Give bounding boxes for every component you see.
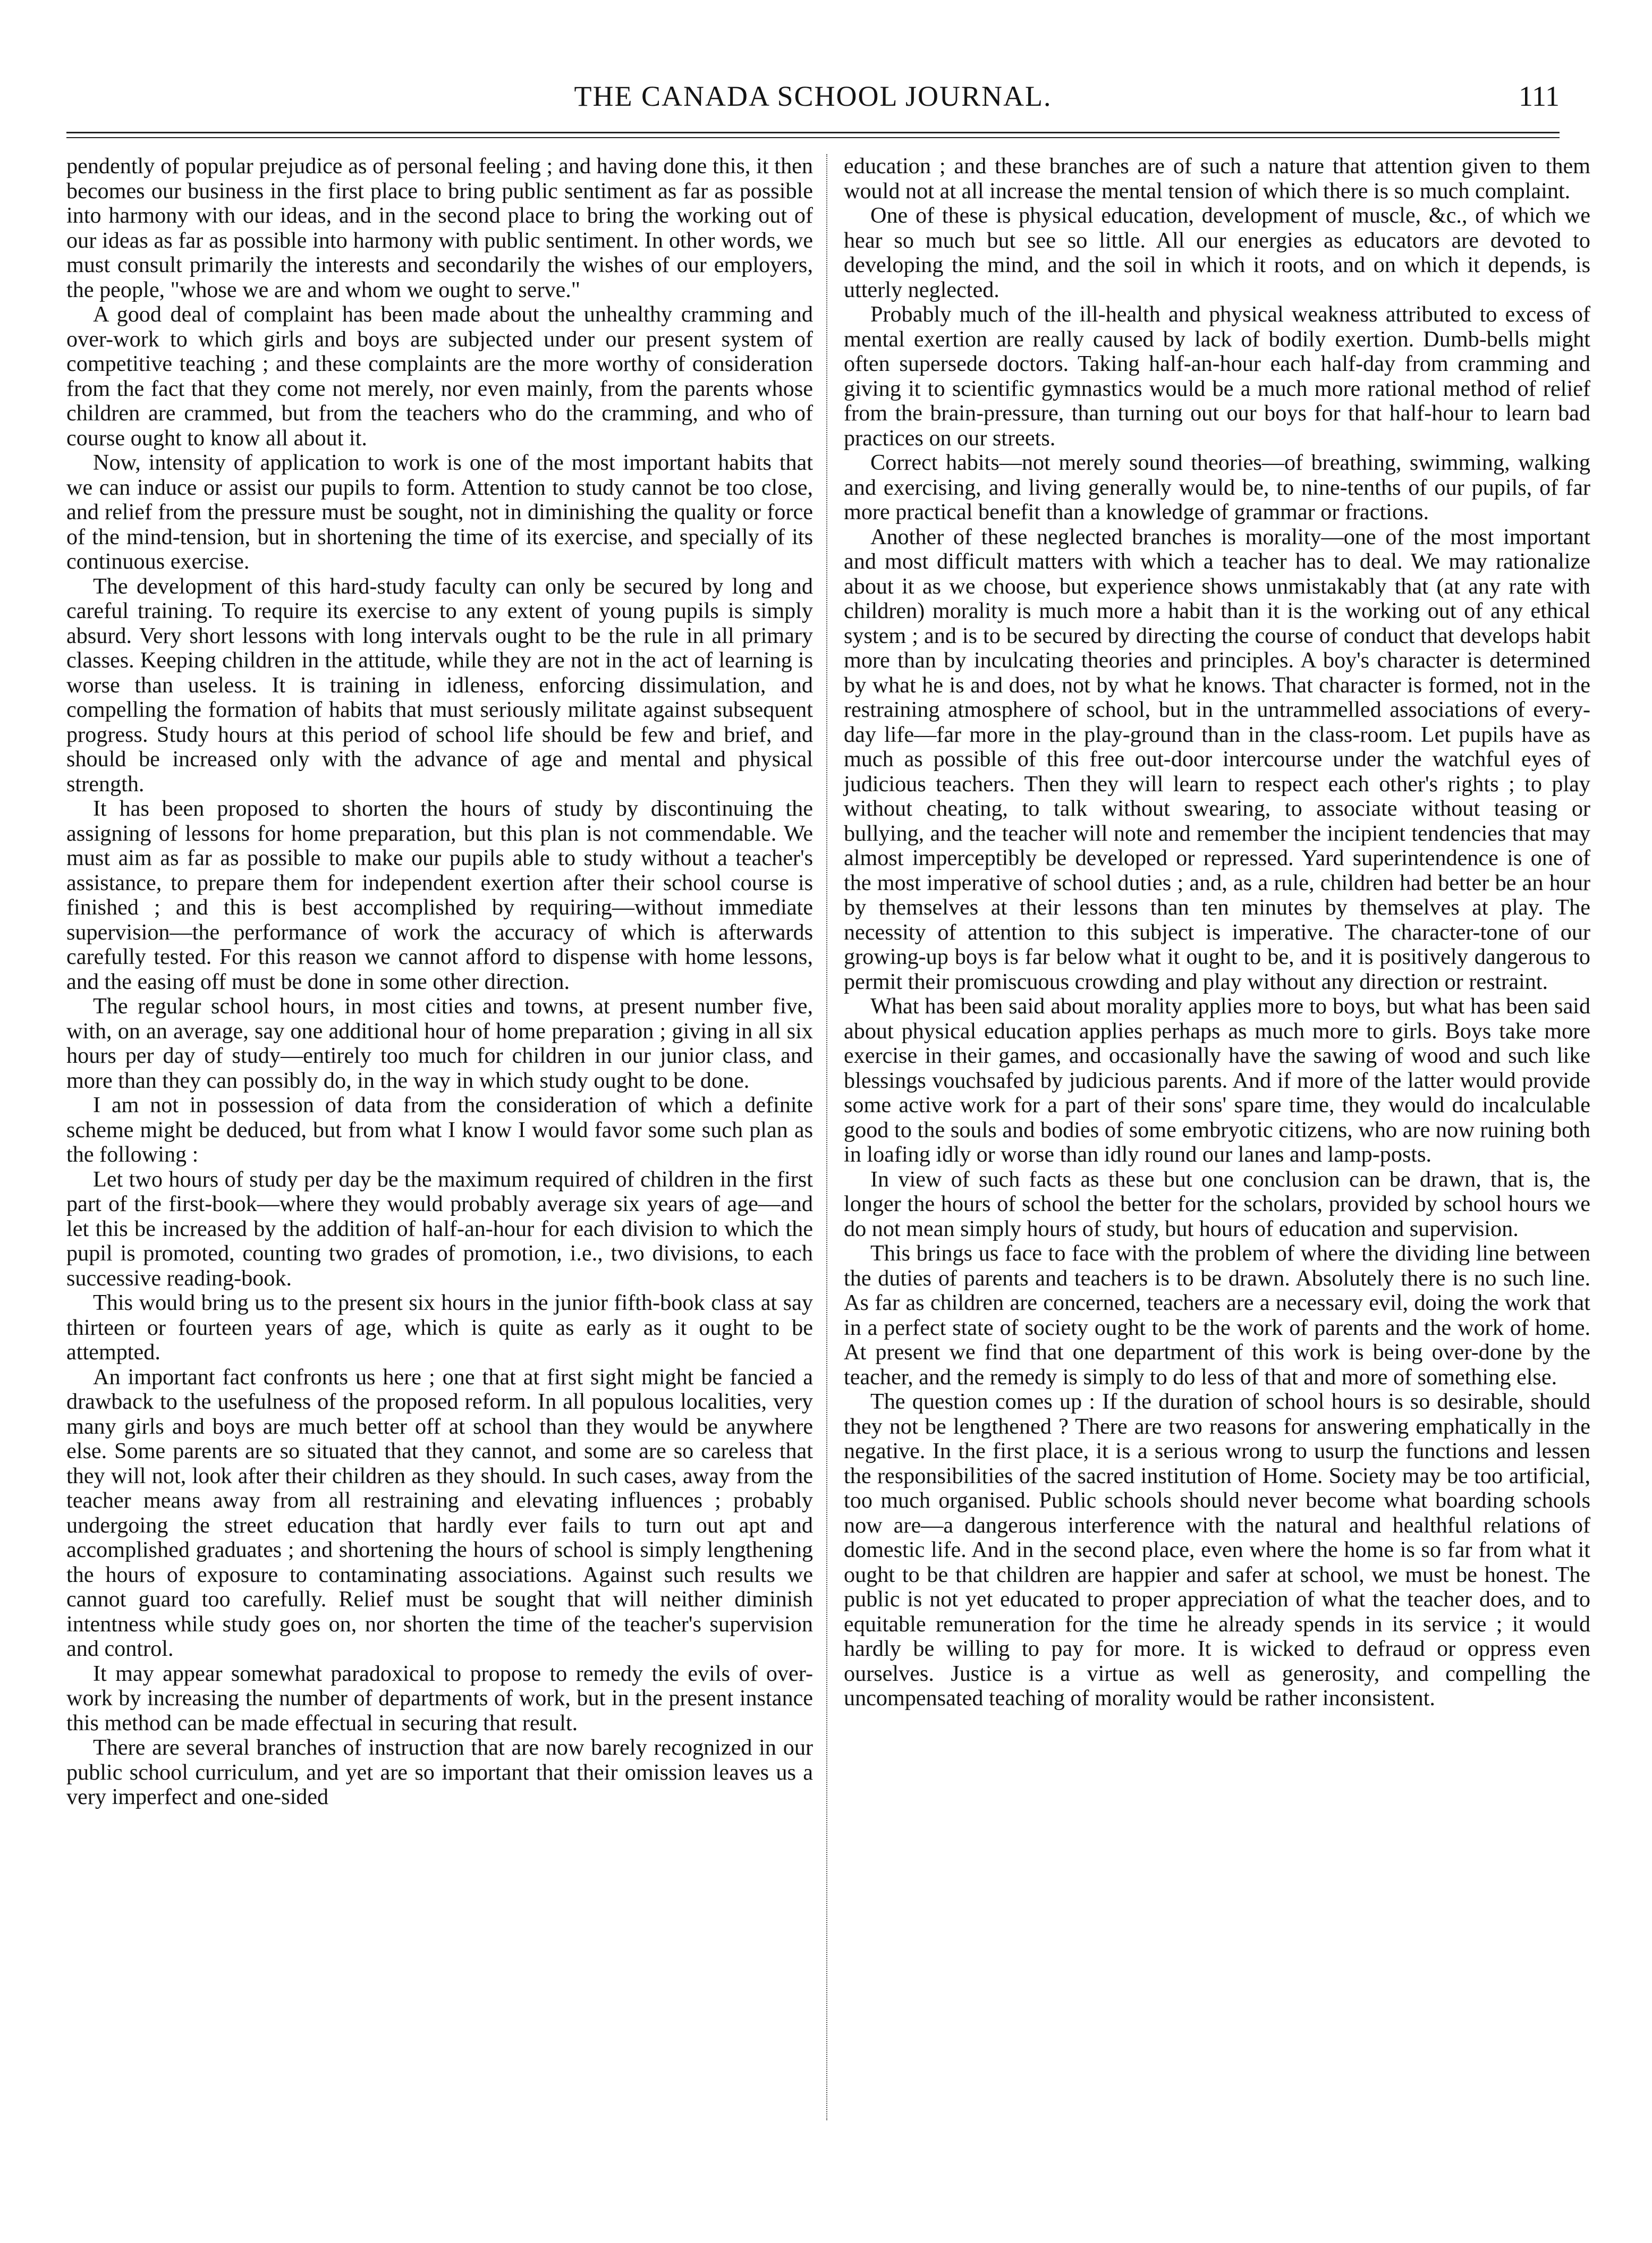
header-rule (66, 132, 1560, 133)
paragraph: Probably much of the ill-health and physical weakness attributed to excess of mental exertion are really caused by lack of bodily exertion. Dumb-bells might often supersede doctors. Taking half-an-hour each half-day from cramming and giving it to scientific gymnastics would be a much more rational method of relief from the brain-pressure, than turning out our boys for that half-hour to learn bad practices on our streets. (844, 302, 1590, 451)
left-column (66, 154, 813, 1810)
page-header (66, 80, 1560, 122)
paragraph: There are several branches of instruction that are now barely recognized in our public school curriculum, and yet are so important that their omission leaves us a very imperfect and one-sided (66, 1735, 813, 1809)
paragraph: I am not in possession of data from the consideration of which a definite scheme might be deduced, but from what I know I would favor some such plan as the following : (66, 1093, 813, 1167)
paragraph: education ; and these branches are of such a nature that attention given to them would not at all increase the mental tension of which there is so much complaint. (844, 154, 1590, 204)
paragraph: What has been said about morality applies more to boys, but what has been said about physical education applies perhaps as much more to girls. Boys take more exercise in their games, and occasionally have the sawing of wood and such like blessings vouchsafed by judicious parents. And if more of the latter would provide some active work for a part of their sons' spare time, they would do incalculable good to the souls and bodies of some embryotic citizens, who are now ruining both in loafing idly or worse than idly round our lanes and lamp-posts. (844, 994, 1590, 1167)
page-number: 111 (1519, 80, 1560, 112)
paragraph: It may appear somewhat paradoxical to propose to remedy the evils of over-work by increasing the number of departments of work, but in the present instance this method can be made effectual in securing that result. (66, 1661, 813, 1736)
column-divider (826, 154, 827, 2120)
paragraph: It has been proposed to shorten the hours of study by discontinuing the assigning of lessons for home preparation, but this plan is not commendable. We must aim as far as possible to make our pupils able to study without a teacher's assistance, to prepare them for independent exertion after their school course is finished ; and this is best accomplished by requiring—without immediate supervision—the performance of work the accuracy of which is afterwards carefully tested. For this reason we cannot afford to dispense with home lessons, and the easing off must be done in some other direction. (66, 796, 813, 994)
paragraph: Let two hours of study per day be the maximum required of children in the first part of the first-book—where they would probably average six years of age—and let this be increased by the addition of half-an-hour for each division to which the pupil is promoted, counting two grades of promotion, i.e., two divisions, to each successive reading-book. (66, 1166, 813, 1291)
paragraph: An important fact confronts us here ; one that at first sight might be fancied a drawback to the usefulness of the proposed reform. In all populous localities, very many girls and boys are much better off at school than they would be anywhere else. Some parents are so situated that they cannot, and some are so careless that they will not, look after their children as they should. In such cases, away from the teacher means away from all restraining and elevating influences ; probably undergoing the street education that hardly ever fails to turn out apt and accomplished graduates ; and shortening the hours of school is simply lengthening the hours of exposure to contaminating associations. Against such results we cannot guard too carefully. Relief must be sought that will neither diminish intentness while study goes on, nor shorten the time of the teacher's supervision and control. (66, 1364, 813, 1661)
paragraph: The regular school hours, in most cities and towns, at present number five, with, on an average, say one additional hour of home preparation ; giving in all six hours per day of study—entirely too much for children in our junior class, and more than they can possibly do, in the way in which study ought to be done. (66, 994, 813, 1093)
paragraph: This would bring us to the present six hours in the junior fifth-book class at say thirteen or fourteen years of age, which is quite as early as it ought to be attempted. (66, 1290, 813, 1365)
paragraph: pendently of popular prejudice as of personal feeling ; and having done this, it then becomes our business in the first place to bring public sentiment as far as possible into harmony with our ideas, and in the second place to bring the working out of our ideas as far as possible into harmony with public sentiment. In other words, we must consult primarily the interests and secondarily the wishes of our employers, the people, "whose we are and whom we ought to serve." (66, 154, 813, 302)
paragraph: The question comes up : If the duration of school hours is so desirable, should they not be lengthened ? There are two reasons for answering emphatically in the negative. In the first place, it is a serious wrong to usurp the functions and lessen the responsibilities of the sacred institution of Home. Society may be too artificial, too much organised. Public schools should never become what boarding schools now are—a dangerous interference with the natural and healthful relations of domestic life. And in the second place, even where the home is so far from what it ought to be that children are happier and safer at school, we must be honest. The public is not yet educated to proper appreciation of what the teacher does, and to equitable remuneration for the time he already spends in its service ; it would hardly be willing to pay for more. It is wicked to defraud or oppress even ourselves. Justice is a virtue as well as generosity, and compelling the uncompensated teaching of morality would be rather inconsistent. (844, 1389, 1590, 1711)
paragraph: One of these is physical education, development of muscle, &c., of which we hear so much but see so little. All our energies as educators are devoted to developing the mind, and the soil in which it roots, and on which it depends, is utterly neglected. (844, 203, 1590, 302)
header-rule-thin (66, 137, 1560, 138)
paragraph: The development of this hard-study faculty can only be secured by long and careful training. To require its exercise to any extent of young pupils is simply absurd. Very short lessons with long intervals ought to be the rule in all primary classes. Keeping children in the attitude, while they are not in the act of learning is worse than useless. It is training in idleness, enforcing dissimulation, and compelling the formation of habits that must seriously militate against subsequent progress. Study hours at this period of school life should be few and brief, and should be increased only with the advance of age and mental and physical strength. (66, 573, 813, 797)
paragraph: Correct habits—not merely sound theories—of breathing, swimming, walking and exercising, and living generally would be, to nine-tenths of our pupils, of far more practical benefit than a knowledge of grammar or fractions. (844, 450, 1590, 524)
paragraph: Another of these neglected branches is morality—one of the most important and most difficult matters with which a teacher has to deal. We may rationalize about it as we choose, but experience shows unmistakably that (at any rate with children) morality is much more a habit than it is the working out of any ethical system ; and is to be secured by directing the course of conduct that develops habit more than by inculcating theories and principles. A boy's character is determined by what he is and does, not by what he knows. That character is formed, not in the restraining atmosphere of school, but in the untrammelled associations of every-day life—far more in the play-ground than in the class-room. Let pupils have as much as possible of this free out-door intercourse under the watchful eyes of judicious teachers. Then they will learn to respect each other's rights ; to play without cheating, to talk without swearing, to associate without teasing or bullying, and the teacher will note and remember the incipient tendencies that may almost imperceptibly be developed or repressed. Yard superintendence is one of the most imperative of school duties ; and, as a rule, children had better be an hour by themselves at their lessons than ten minutes by themselves at play. The necessity of attention to this subject is imperative. The character-tone of our growing-up boys is far below what it ought to be, and it is positively dangerous to permit their promiscuous crowding and play without any direction or restraint. (844, 524, 1590, 994)
right-column (844, 154, 1590, 1711)
paragraph: A good deal of complaint has been made about the unhealthy cramming and over-work to which girls and boys are subjected under our present system of competitive teaching ; and these complaints are the more worthy of consideration from the fact that they come not merely, nor even mainly, from the parents whose children are crammed, but from the teachers who do the cramming, and who of course ought to know all about it. (66, 302, 813, 451)
journal-title: THE CANADA SCHOOL JOURNAL. (574, 80, 1052, 112)
paragraph: This brings us face to face with the problem of where the dividing line between the duties of parents and teachers is to be drawn. Absolutely there is no such line. As far as children are concerned, teachers are a necessary evil, doing the work that in a perfect state of society ought to be the work of parents and the work of home. At present we find that one department of this work is being over-done by the teacher, and the remedy is simply to do less of that and more of something else. (844, 1241, 1590, 1390)
paragraph: In view of such facts as these but one conclusion can be drawn, that is, the longer the hours of school the better for the scholars, provided by school hours we do not mean simply hours of study, but hours of education and supervision. (844, 1166, 1590, 1241)
paragraph: Now, intensity of application to work is one of the most important habits that we can induce or assist our pupils to form. Attention to study cannot be too close, and relief from the pressure must be sought, not in diminishing the quality or force of the mind-tension, but in shortening the time of its exercise, and specially of its continuous exercise. (66, 450, 813, 574)
